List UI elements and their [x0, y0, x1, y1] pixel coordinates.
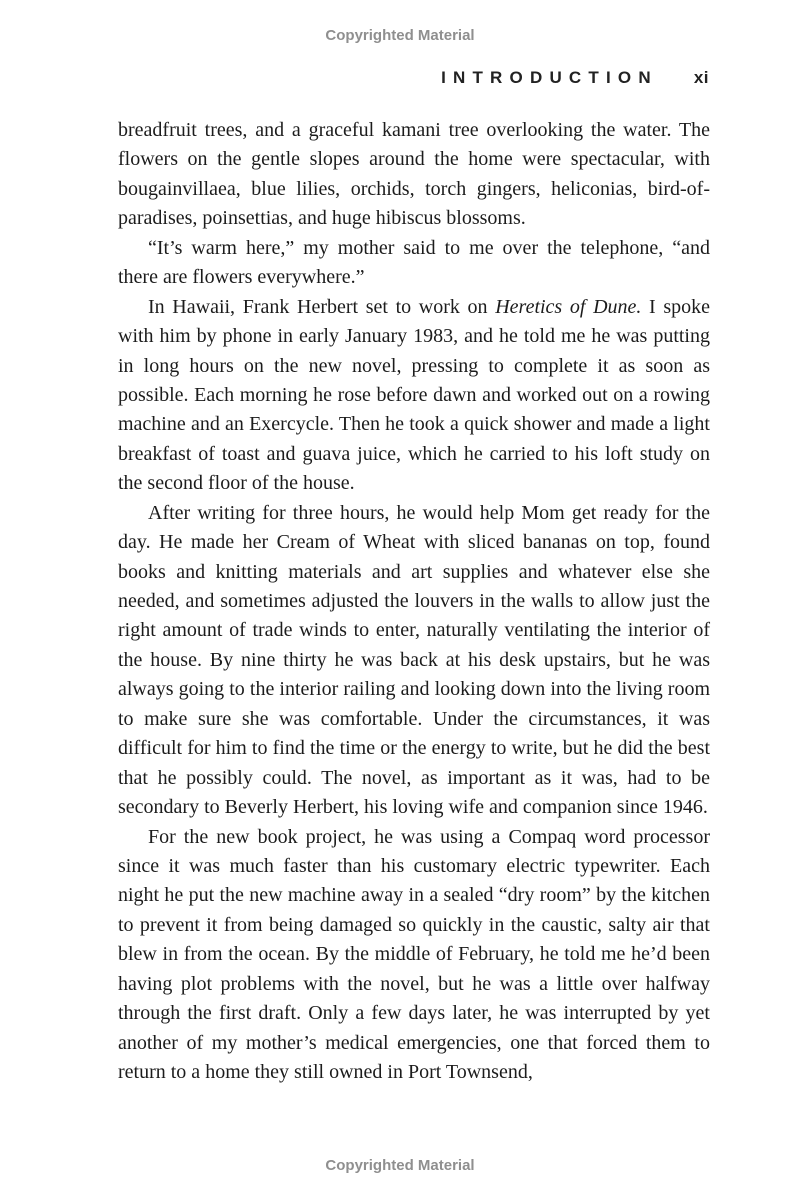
paragraph-3-text-after: I spoke with him by phone in early January 1983, and he told me he was putting in long hours on the new novel, pressing to complete it as soon as possible. Each morning he rose before dawn and worked out on a rowing machine and an Exercycle. Then he took a quick shower and made a light breakfast of toast and guava juice, which he carried to his loft study on the second floor of the house.	[118, 295, 711, 495]
paragraph-3	[118, 293, 710, 499]
page-number: xi	[693, 68, 709, 87]
paragraph-2: “It’s warm here,” my mother said to me over the telephone, “and there are flowers everywhere.”	[118, 236, 710, 289]
section-title: INTRODUCTION	[441, 68, 658, 87]
copyright-watermark-bottom: Copyrighted Material	[325, 1157, 475, 1174]
paragraph-3-text-before: In Hawaii, Frank Herbert set to work on	[148, 295, 496, 318]
paragraph-4: After writing for three hours, he would help Mom get ready for the day. He made her Cream of Wheat with sliced bananas on top, found books and knitting materials and art supplies and whatever else she needed, and sometimes adjusted the louvers in the walls to allow just the right amount of trade winds to enter, naturally ventilating the interior of the house. By nine thirty he was back at his desk upstairs, but he was always going to the interior railing and looking down into the living room to make sure she was comfortable. Under the circumstances, it was difficult for him to find the time or the energy to write, but he did the best that he possibly could. The novel, as important as it was, had to be secondary to Beverly Herbert, his loving wife and companion since 1946.	[118, 501, 710, 819]
paragraph-5: For the new book project, he was using a Compaq word processor since it was much faster than his customary electric typewriter. Each night he put the new machine away in a sealed “dry room” by the kitchen to prevent it from being damaged so quickly in the caustic, salty air that blew in from the ocean. By the middle of February, he told me he’d been having plot problems with the novel, but he was a little over halfway through the first draft. Only a few days later, he was interrupted by yet another of my mother’s medical emergencies, one that forced them to return to a home they still owned in Port Townsend,	[118, 825, 710, 1083]
paragraph-1: breadfruit trees, and a graceful kamani tree overlooking the water. The flowers on the gentle slopes around the home were spectacular, with bougainvillaea, blue lilies, orchids, torch gingers, heliconias, bird-of-paradises, poinsettias, and huge hibiscus blossoms.	[118, 119, 710, 230]
running-head	[441, 68, 709, 88]
body-text	[118, 116, 710, 1087]
book-title-italic: Heretics of Dune.	[495, 295, 642, 318]
copyright-watermark-top: Copyrighted Material	[325, 27, 475, 44]
